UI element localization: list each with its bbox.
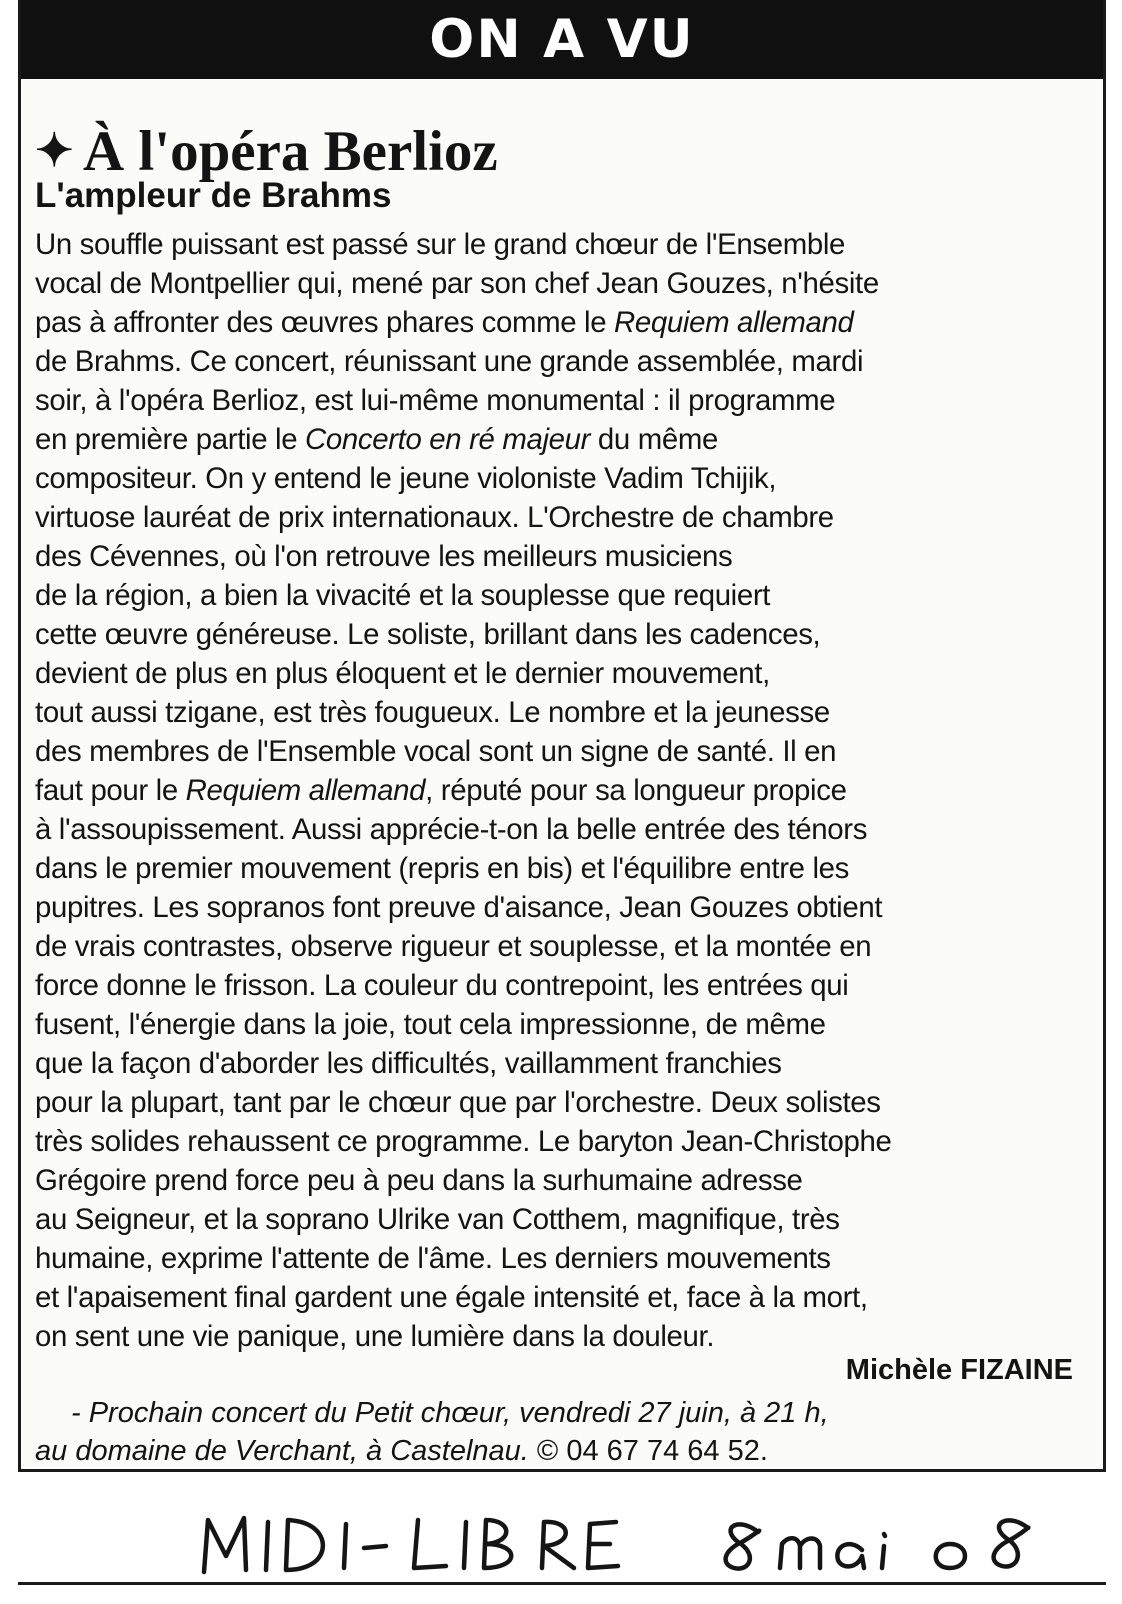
body-text: que la façon d'aborder les difficultés, vaillamment franchies <box>35 1047 782 1080</box>
body-text: cette œuvre généreuse. Le soliste, brillant dans les cadences, <box>35 618 821 651</box>
footnote-line-2 <box>35 1432 829 1470</box>
italic-title-text: Requiem allemand <box>185 774 426 807</box>
article-body-line <box>35 654 1095 693</box>
footnote-venue: au domaine de Verchant, à Castelnau. <box>35 1435 537 1467</box>
body-text: au Seigneur, et la soprano Ulrike van Cotthem, magnifique, très <box>35 1203 840 1236</box>
phone-number: 04 67 74 64 52. <box>558 1435 768 1467</box>
article-body-line <box>35 420 1095 459</box>
body-text: très solides rehaussent ce programme. Le baryton Jean-Christophe <box>35 1125 892 1158</box>
body-text: de Brahms. Ce concert, réunissant une grande assemblée, mardi <box>35 345 864 378</box>
body-text: Un souffle puissant est passé sur le grand chœur de l'Ensemble <box>35 228 846 261</box>
footnote-line-1: - Prochain concert du Petit chœur, vendredi 27 juin, à 21 h, <box>71 1397 829 1429</box>
body-text: en première partie le <box>35 423 306 456</box>
italic-title-text: Concerto en ré majeur <box>305 423 591 456</box>
article-body-line <box>35 1239 1095 1278</box>
article-body-line <box>35 225 1095 264</box>
article-body-line <box>35 810 1095 849</box>
body-text: soir, à l'opéra Berlioz, est lui-même monumental : il programme <box>35 384 836 417</box>
section-rubric: ON A VU <box>21 0 1103 79</box>
body-text: tout aussi tzigane, est très fougueux. Le nombre et la jeunesse <box>35 696 830 729</box>
concert-footnote <box>35 1394 829 1470</box>
article-body-line <box>35 1083 1095 1122</box>
article-body-line <box>35 1044 1095 1083</box>
body-text: virtuose lauréat de prix internationaux. L'Orchestre de chambre <box>35 501 834 534</box>
article-body-line <box>35 693 1095 732</box>
article-body-line <box>35 615 1095 654</box>
bottom-rule <box>18 1582 1106 1585</box>
article-body-line <box>35 1200 1095 1239</box>
article-body-line <box>35 264 1095 303</box>
article-body-line <box>35 927 1095 966</box>
body-text: humaine, exprime l'attente de l'âme. Les derniers mouvements <box>35 1242 831 1275</box>
body-text: devient de plus en plus éloquent et le dernier mouvement, <box>35 657 770 690</box>
body-text: de la région, a bien la vivacité et la souplesse que requiert <box>35 579 771 612</box>
body-text: des Cévennes, où l'on retrouve les meilleurs musiciens <box>35 540 733 573</box>
body-text: pupitres. Les sopranos font preuve d'aisance, Jean Gouzes obtient <box>35 891 883 924</box>
article-body-line <box>35 1122 1095 1161</box>
article-body-line <box>35 342 1095 381</box>
italic-title-text: Requiem allemand <box>614 306 854 339</box>
body-text: et l'apaisement final gardent une égale intensité et, face à la mort, <box>35 1281 868 1314</box>
article-body-line <box>35 966 1095 1005</box>
article-body-line <box>35 771 1095 810</box>
body-text: des membres de l'Ensemble vocal sont un signe de santé. Il en <box>35 735 837 768</box>
body-text: pas à affronter des œuvres phares comme le <box>35 306 615 339</box>
handwritten-source-note <box>190 1498 1070 1578</box>
article-body-line <box>35 1005 1095 1044</box>
body-text: du même <box>590 423 718 456</box>
body-text: à l'assoupissement. Aussi apprécie-t-on la belle entrée des ténors <box>35 813 868 846</box>
body-text: de vrais contrastes, observe rigueur et souplesse, et la montée en <box>35 930 872 963</box>
four-pointed-star-icon: ✦ <box>35 125 74 176</box>
article-body <box>35 225 1095 1356</box>
body-text: Grégoire prend force peu à peu dans la surhumaine adresse <box>35 1164 803 1197</box>
article-body-line <box>35 1161 1095 1200</box>
body-text: , réputé pour sa longueur propice <box>425 774 847 807</box>
article-body-line <box>35 888 1095 927</box>
phone-circle-icon: © <box>536 1435 559 1467</box>
body-text: vocal de Montpellier qui, mené par son chef Jean Gouzes, n'hésite <box>35 267 879 300</box>
article-body-line <box>35 1278 1095 1317</box>
article-headline <box>35 120 498 183</box>
body-text: dans le premier mouvement (repris en bis) et l'équilibre entre les <box>35 852 849 885</box>
article-subhead: L'ampleur de Brahms <box>35 176 392 215</box>
article-body-line <box>35 498 1095 537</box>
headline-text: À l'opéra Berlioz <box>83 120 498 183</box>
body-text: on sent une vie panique, une lumière dans la douleur. <box>35 1320 715 1353</box>
article-body-line <box>35 576 1095 615</box>
article-body-line <box>35 849 1095 888</box>
body-text: force donne le frisson. La couleur du contrepoint, les entrées qui <box>35 969 849 1002</box>
article-body-line <box>35 537 1095 576</box>
article-body-line <box>35 459 1095 498</box>
article-body-line <box>35 732 1095 771</box>
body-text: faut pour le <box>35 774 186 807</box>
article-body-line <box>35 381 1095 420</box>
newspaper-clipping <box>18 0 1106 1472</box>
body-text: pour la plupart, tant par le chœur que par l'orchestre. Deux solistes <box>35 1086 881 1119</box>
body-text: compositeur. On y entend le jeune violoniste Vadim Tchijik, <box>35 462 777 495</box>
author-signature: Michèle FIZAINE <box>845 1354 1073 1386</box>
body-text: fusent, l'énergie dans la joie, tout cela impressionne, de même <box>35 1008 826 1041</box>
article-body-line <box>35 303 1095 342</box>
